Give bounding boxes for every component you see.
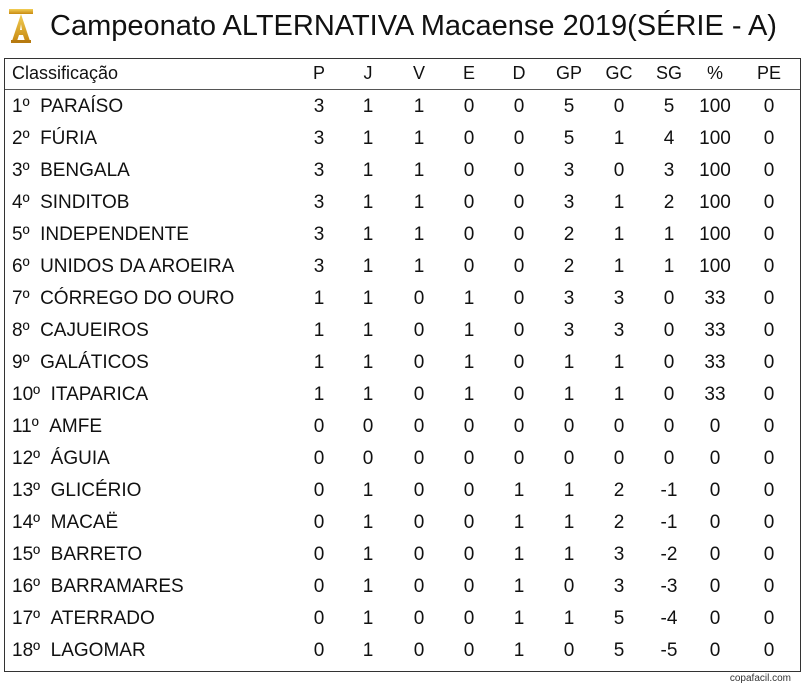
cell-pe: 0: [763, 416, 775, 437]
cell-p: 0: [313, 512, 325, 533]
cell-pe: 0: [763, 224, 775, 245]
cell-sg: 1: [663, 256, 675, 277]
cell-v: 1: [413, 192, 425, 213]
spacer: [30, 256, 41, 277]
cell-pe: 0: [763, 544, 775, 565]
table-row: [5, 315, 800, 347]
team-name: PARAÍSO: [40, 96, 124, 117]
position-label: 9º: [12, 352, 30, 373]
cell-gc: 0: [613, 96, 625, 117]
spacer: [30, 288, 41, 309]
table-row: [5, 411, 800, 443]
cell-pct: 100: [699, 192, 731, 213]
spacer: [30, 320, 41, 341]
header-divider: [5, 89, 800, 90]
cell-d: 1: [513, 608, 525, 629]
cell-gp: 3: [563, 320, 575, 341]
cell-v: 0: [413, 608, 425, 629]
cell-d: 0: [513, 96, 525, 117]
cell-pct: 33: [704, 384, 726, 405]
cell-d: 0: [513, 320, 525, 341]
cell-pct: 100: [699, 160, 731, 181]
cell-gc: 2: [613, 512, 625, 533]
cell-v: 0: [413, 512, 425, 533]
team-name: BENGALA: [40, 160, 130, 181]
spacer: [40, 640, 51, 661]
cell-gp: 1: [563, 608, 575, 629]
table-row: [5, 347, 800, 379]
header-e: E: [462, 63, 475, 83]
cell-v: 0: [413, 384, 425, 405]
cell-d: 1: [513, 544, 525, 565]
cell-e: 0: [463, 256, 475, 277]
cell-pe: 0: [763, 128, 775, 149]
cell-gp: 5: [563, 128, 575, 149]
cell-j: 1: [362, 384, 374, 405]
cell-e: 0: [463, 608, 475, 629]
team-name: BARRETO: [50, 544, 143, 565]
team-name: CÓRREGO DO OURO: [40, 288, 235, 309]
position-label: 15º: [12, 544, 41, 565]
position-label: 10º: [12, 384, 41, 405]
table-row: [5, 379, 800, 411]
spacer: [30, 192, 41, 213]
cell-sg: 0: [663, 416, 675, 437]
team-cell: [12, 315, 149, 347]
position-label: 8º: [12, 320, 30, 341]
table-row: [5, 635, 800, 667]
cell-pe: 0: [763, 384, 775, 405]
cell-j: 1: [362, 512, 374, 533]
cell-v: 1: [413, 224, 425, 245]
position-label: 3º: [12, 160, 30, 181]
cell-sg: -3: [660, 576, 678, 597]
cell-pct: 100: [699, 128, 731, 149]
header-classificacao: Classificação: [12, 63, 119, 83]
position-label: 12º: [12, 448, 41, 469]
table-row: [5, 507, 800, 539]
team-cell: [12, 283, 234, 315]
position-label: 11º: [12, 416, 39, 437]
cell-v: 0: [413, 640, 425, 661]
cell-sg: -1: [660, 512, 678, 533]
team-cell: [12, 379, 148, 411]
cell-j: 1: [362, 160, 374, 181]
cell-sg: 0: [663, 448, 675, 469]
cell-pct: 0: [709, 480, 721, 501]
cell-pct: 33: [704, 352, 726, 373]
team-cell: [12, 219, 189, 251]
cell-gc: 1: [613, 224, 625, 245]
standings-table: [4, 58, 801, 672]
cell-d: 0: [513, 448, 525, 469]
cell-gp: 3: [563, 160, 575, 181]
team-name: SINDITOB: [40, 192, 130, 213]
cell-v: 1: [413, 160, 425, 181]
table-row: [5, 539, 800, 571]
cell-d: 1: [513, 480, 525, 501]
cell-j: 1: [362, 544, 374, 565]
cell-gp: 0: [563, 576, 575, 597]
cell-pct: 0: [709, 416, 721, 437]
cell-j: 1: [362, 640, 374, 661]
cell-gc: 3: [613, 288, 625, 309]
position-label: 18º: [12, 640, 41, 661]
cell-j: 1: [362, 96, 374, 117]
cell-gc: 5: [613, 608, 625, 629]
cell-pct: 33: [704, 288, 726, 309]
cell-gp: 1: [563, 480, 575, 501]
cell-v: 0: [413, 320, 425, 341]
cell-p: 1: [313, 384, 325, 405]
cell-pct: 0: [709, 576, 721, 597]
spacer: [39, 416, 50, 437]
cell-pe: 0: [763, 96, 775, 117]
cell-j: 1: [362, 608, 374, 629]
cell-e: 1: [463, 352, 475, 373]
cell-sg: -4: [660, 608, 678, 629]
spacer: [40, 544, 51, 565]
cell-p: 1: [313, 320, 325, 341]
position-label: 1º: [12, 96, 30, 117]
cell-v: 0: [413, 416, 425, 437]
table-row: [5, 443, 800, 475]
cell-gp: 5: [563, 96, 575, 117]
position-label: 6º: [12, 256, 30, 277]
cell-sg: -5: [660, 640, 678, 661]
cell-gc: 0: [613, 416, 625, 437]
cell-gc: 5: [613, 640, 625, 661]
cell-sg: 4: [663, 128, 675, 149]
header-j: J: [363, 63, 373, 83]
team-name: ITAPARICA: [50, 384, 149, 405]
cell-j: 1: [362, 576, 374, 597]
team-name: CAJUEIROS: [40, 320, 149, 341]
cell-gp: 0: [563, 640, 575, 661]
team-cell: [12, 475, 141, 507]
team-cell: [12, 571, 184, 603]
cell-d: 0: [513, 192, 525, 213]
spacer: [30, 352, 41, 373]
cell-gp: 2: [563, 256, 575, 277]
trophy-icon: [8, 8, 34, 44]
header: [0, 0, 805, 58]
cell-pe: 0: [763, 448, 775, 469]
cell-v: 0: [413, 544, 425, 565]
team-name: AMFE: [49, 416, 103, 437]
cell-v: 1: [413, 128, 425, 149]
cell-gc: 2: [613, 480, 625, 501]
header-gc: GC: [605, 63, 633, 83]
cell-pct: 0: [709, 512, 721, 533]
cell-p: 3: [313, 128, 325, 149]
position-label: 5º: [12, 224, 30, 245]
cell-e: 1: [463, 384, 475, 405]
cell-j: 0: [362, 448, 374, 469]
team-cell: [12, 635, 146, 667]
cell-pe: 0: [763, 320, 775, 341]
cell-gp: 3: [563, 288, 575, 309]
cell-pct: 100: [699, 224, 731, 245]
spacer: [40, 608, 51, 629]
cell-v: 0: [413, 576, 425, 597]
cell-gc: 0: [613, 160, 625, 181]
header-pe: PE: [756, 63, 781, 83]
team-cell: [12, 91, 123, 123]
cell-j: 1: [362, 352, 374, 373]
team-cell: [12, 507, 118, 539]
team-cell: [12, 603, 155, 635]
cell-v: 0: [413, 448, 425, 469]
cell-d: 1: [513, 512, 525, 533]
cell-p: 3: [313, 256, 325, 277]
spacer: [40, 480, 51, 501]
table-row: [5, 91, 800, 123]
cell-p: 0: [313, 448, 325, 469]
cell-gp: 3: [563, 192, 575, 213]
cell-p: 3: [313, 96, 325, 117]
cell-p: 0: [313, 480, 325, 501]
table-row: [5, 123, 800, 155]
cell-e: 0: [463, 96, 475, 117]
cell-p: 1: [313, 352, 325, 373]
cell-sg: 0: [663, 384, 675, 405]
team-cell: [12, 539, 142, 571]
table-row: [5, 251, 800, 283]
position-label: 17º: [12, 608, 41, 629]
cell-p: 1: [313, 288, 325, 309]
cell-e: 0: [463, 480, 475, 501]
cell-j: 0: [362, 416, 374, 437]
page-title: Campeonato ALTERNATIVA Macaense 2019(SÉRIE - A): [50, 10, 777, 42]
cell-pct: 0: [709, 448, 721, 469]
cell-sg: 0: [663, 288, 675, 309]
table-row: [5, 155, 800, 187]
cell-gp: 0: [563, 416, 575, 437]
cell-sg: 0: [663, 352, 675, 373]
team-name: BARRAMARES: [50, 576, 184, 597]
cell-pct: 0: [709, 544, 721, 565]
cell-d: 0: [513, 128, 525, 149]
cell-d: 0: [513, 384, 525, 405]
team-cell: [12, 251, 234, 283]
header-gp: GP: [555, 63, 582, 83]
cell-j: 1: [362, 128, 374, 149]
cell-pe: 0: [763, 576, 775, 597]
team-cell: [12, 187, 129, 219]
header-d: D: [512, 63, 526, 83]
spacer: [40, 576, 51, 597]
cell-e: 0: [463, 448, 475, 469]
cell-pct: 100: [699, 256, 731, 277]
cell-v: 0: [413, 352, 425, 373]
cell-gp: 2: [563, 224, 575, 245]
position-label: 4º: [12, 192, 30, 213]
cell-v: 0: [413, 480, 425, 501]
cell-sg: -2: [660, 544, 678, 565]
table-row: [5, 603, 800, 635]
cell-d: 0: [513, 160, 525, 181]
team-name: FÚRIA: [40, 128, 98, 149]
cell-pct: 0: [709, 640, 721, 661]
cell-pct: 33: [704, 320, 726, 341]
position-label: 13º: [12, 480, 41, 501]
cell-sg: 5: [663, 96, 675, 117]
header-v: V: [412, 63, 425, 83]
footer-credit: copafacil.com: [729, 673, 791, 684]
table-row: [5, 187, 800, 219]
cell-pe: 0: [763, 160, 775, 181]
cell-e: 1: [463, 320, 475, 341]
cell-gc: 1: [613, 352, 625, 373]
cell-j: 1: [362, 480, 374, 501]
cell-j: 1: [362, 192, 374, 213]
cell-e: 0: [463, 128, 475, 149]
cell-gc: 0: [613, 448, 625, 469]
cell-gc: 1: [613, 192, 625, 213]
position-label: 14º: [12, 512, 41, 533]
team-name: ÁGUIA: [50, 448, 110, 469]
team-name: LAGOMAR: [50, 640, 146, 661]
cell-sg: -1: [660, 480, 678, 501]
cell-gc: 1: [613, 256, 625, 277]
cell-gp: 1: [563, 352, 575, 373]
cell-e: 0: [463, 576, 475, 597]
cell-e: 0: [463, 224, 475, 245]
cell-p: 0: [313, 608, 325, 629]
cell-d: 1: [513, 576, 525, 597]
cell-pe: 0: [763, 640, 775, 661]
cell-pe: 0: [763, 288, 775, 309]
team-name: GLICÉRIO: [50, 480, 142, 501]
team-cell: [12, 347, 149, 379]
cell-p: 0: [313, 576, 325, 597]
spacer: [40, 384, 51, 405]
cell-pct: 100: [699, 96, 731, 117]
cell-e: 0: [463, 192, 475, 213]
spacer: [40, 448, 51, 469]
team-name: GALÁTICOS: [40, 352, 149, 373]
cell-p: 0: [313, 544, 325, 565]
cell-v: 1: [413, 256, 425, 277]
cell-p: 0: [313, 416, 325, 437]
cell-gp: 1: [563, 544, 575, 565]
table-row: [5, 283, 800, 315]
spacer: [30, 96, 41, 117]
spacer: [30, 224, 41, 245]
cell-gp: 1: [563, 512, 575, 533]
cell-gp: 0: [563, 448, 575, 469]
cell-p: 0: [313, 640, 325, 661]
cell-pe: 0: [763, 352, 775, 373]
cell-gc: 1: [613, 128, 625, 149]
cell-pe: 0: [763, 512, 775, 533]
cell-sg: 2: [663, 192, 675, 213]
cell-d: 0: [513, 256, 525, 277]
cell-d: 0: [513, 288, 525, 309]
cell-pe: 0: [763, 480, 775, 501]
team-name: MACAË: [50, 512, 119, 533]
cell-sg: 3: [663, 160, 675, 181]
cell-e: 1: [463, 288, 475, 309]
team-name: ATERRADO: [50, 608, 155, 629]
cell-gc: 3: [613, 544, 625, 565]
cell-j: 1: [362, 256, 374, 277]
cell-v: 1: [413, 96, 425, 117]
cell-gp: 1: [563, 384, 575, 405]
cell-gc: 3: [613, 320, 625, 341]
spacer: [30, 128, 41, 149]
cell-pe: 0: [763, 256, 775, 277]
cell-sg: 1: [663, 224, 675, 245]
cell-gc: 1: [613, 384, 625, 405]
cell-e: 0: [463, 416, 475, 437]
cell-pct: 0: [709, 608, 721, 629]
header-pct: %: [706, 63, 723, 83]
cell-e: 0: [463, 512, 475, 533]
team-name: INDEPENDENTE: [40, 224, 189, 245]
cell-sg: 0: [663, 320, 675, 341]
team-cell: [12, 411, 102, 443]
cell-d: 0: [513, 224, 525, 245]
team-cell: [12, 155, 130, 187]
cell-e: 0: [463, 544, 475, 565]
cell-p: 3: [313, 224, 325, 245]
spacer: [40, 512, 51, 533]
table-row: [5, 571, 800, 603]
cell-e: 0: [463, 160, 475, 181]
table-row: [5, 219, 800, 251]
header-p: P: [312, 63, 325, 83]
cell-j: 1: [362, 320, 374, 341]
position-label: 7º: [12, 288, 30, 309]
cell-j: 1: [362, 224, 374, 245]
cell-pe: 0: [763, 192, 775, 213]
team-name: UNIDOS DA AROEIRA: [40, 256, 235, 277]
cell-v: 0: [413, 288, 425, 309]
cell-e: 0: [463, 640, 475, 661]
position-label: 2º: [12, 128, 30, 149]
cell-gc: 3: [613, 576, 625, 597]
table-header-row: [5, 59, 800, 91]
position-label: 16º: [12, 576, 41, 597]
cell-d: 1: [513, 640, 525, 661]
spacer: [30, 160, 41, 181]
team-cell: [12, 123, 97, 155]
cell-d: 0: [513, 352, 525, 373]
cell-j: 1: [362, 288, 374, 309]
cell-pe: 0: [763, 608, 775, 629]
cell-d: 0: [513, 416, 525, 437]
team-cell: [12, 443, 110, 475]
cell-p: 3: [313, 192, 325, 213]
cell-p: 3: [313, 160, 325, 181]
header-sg: SG: [655, 63, 682, 83]
table-row: [5, 475, 800, 507]
